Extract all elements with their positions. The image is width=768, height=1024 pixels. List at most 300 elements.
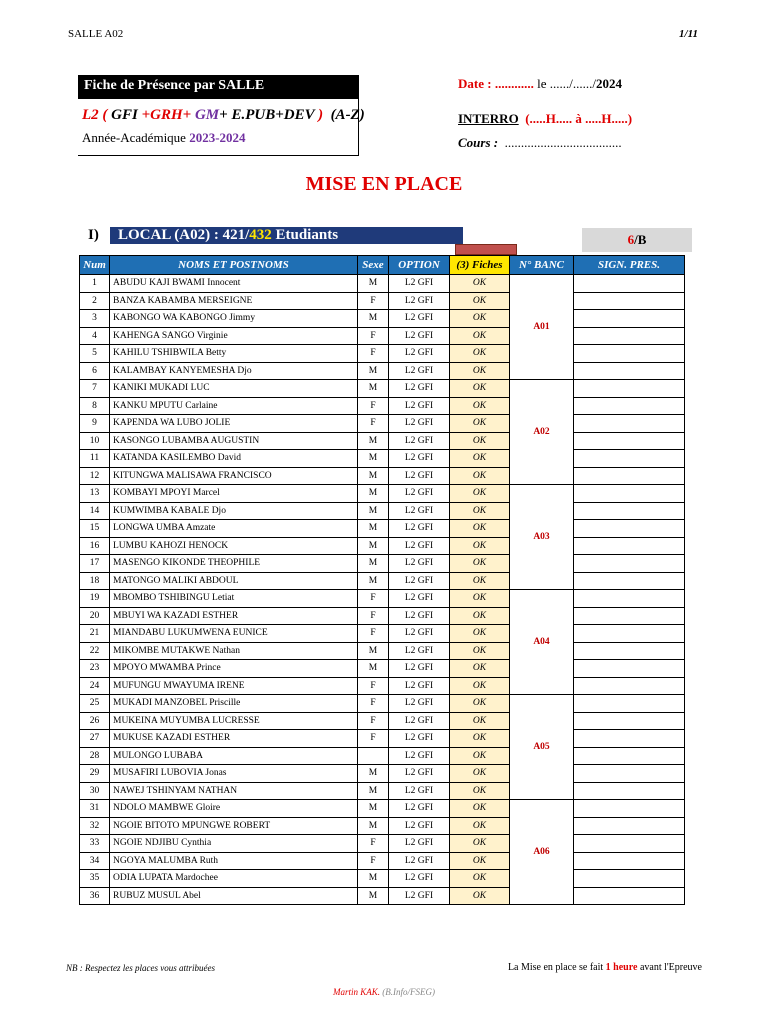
student-sex: F: [358, 397, 389, 415]
student-sex: M: [358, 800, 389, 818]
fiche-status: OK: [450, 660, 510, 678]
student-sex: M: [358, 520, 389, 538]
table-header-row: [80, 256, 685, 275]
student-name: MBUYI WA KAZADI ESTHER: [110, 607, 358, 625]
signature-cell[interactable]: [574, 800, 685, 818]
student-name: KUMWIMBA KABALE Djo: [110, 502, 358, 520]
row-number: 36: [80, 887, 110, 905]
signature-cell[interactable]: [574, 555, 685, 573]
fiche-status: OK: [450, 870, 510, 888]
table-row: [80, 450, 685, 468]
student-option: L2 GFI: [389, 887, 450, 905]
bench-number: A04: [510, 590, 574, 695]
student-name: KALAMBAY KANYEMESHA Djo: [110, 362, 358, 380]
student-sex: F: [358, 625, 389, 643]
table-row: [80, 870, 685, 888]
signature-cell[interactable]: [574, 677, 685, 695]
fiche-status: OK: [450, 327, 510, 345]
row-number: 6: [80, 362, 110, 380]
student-option: L2 GFI: [389, 275, 450, 293]
fiche-status: OK: [450, 362, 510, 380]
student-option: L2 GFI: [389, 782, 450, 800]
fiche-status: OK: [450, 292, 510, 310]
signature-cell[interactable]: [574, 485, 685, 503]
student-option: L2 GFI: [389, 432, 450, 450]
row-number: 29: [80, 765, 110, 783]
table-row: [80, 765, 685, 783]
table-row: [80, 362, 685, 380]
signature-cell[interactable]: [574, 835, 685, 853]
signature-cell[interactable]: [574, 625, 685, 643]
local-total: 432: [249, 227, 272, 243]
fiche-status: OK: [450, 555, 510, 573]
l2-prefix: L2 (: [82, 107, 112, 123]
bench-number: A01: [510, 275, 574, 380]
student-name: KAHILU TSHIBWILA Betty: [110, 345, 358, 363]
interro-line: [458, 111, 632, 127]
signature-cell[interactable]: [574, 327, 685, 345]
fiche-status: OK: [450, 852, 510, 870]
table-row: [80, 642, 685, 660]
row-number: 21: [80, 625, 110, 643]
student-option: L2 GFI: [389, 800, 450, 818]
student-option: L2 GFI: [389, 485, 450, 503]
table-row: [80, 327, 685, 345]
row-number: 28: [80, 747, 110, 765]
fiche-status: OK: [450, 607, 510, 625]
student-name: MATONGO MALIKI ABDOUL: [110, 572, 358, 590]
row-number: 13: [80, 485, 110, 503]
fiche-status: OK: [450, 625, 510, 643]
student-sex: F: [358, 292, 389, 310]
col-sign: SIGN. PRES.: [574, 256, 685, 275]
student-sex: F: [358, 852, 389, 870]
row-number: 23: [80, 660, 110, 678]
row-number: 18: [80, 572, 110, 590]
student-name: LONGWA UMBA Amzate: [110, 520, 358, 538]
fiche-status: OK: [450, 887, 510, 905]
student-sex: M: [358, 310, 389, 328]
fiche-status: OK: [450, 730, 510, 748]
row-number: 8: [80, 397, 110, 415]
student-option: L2 GFI: [389, 380, 450, 398]
student-sex: M: [358, 275, 389, 293]
row-number: 26: [80, 712, 110, 730]
table-row: [80, 397, 685, 415]
student-option: L2 GFI: [389, 660, 450, 678]
signature-cell[interactable]: [574, 537, 685, 555]
row-number: 22: [80, 642, 110, 660]
row-number: 30: [80, 782, 110, 800]
student-sex: M: [358, 485, 389, 503]
student-sex: M: [358, 572, 389, 590]
signature-cell[interactable]: [574, 870, 685, 888]
table-row: [80, 502, 685, 520]
signature-cell[interactable]: [574, 730, 685, 748]
student-option: L2 GFI: [389, 397, 450, 415]
fiche-status: OK: [450, 835, 510, 853]
date-dots: ............: [494, 76, 534, 91]
student-sex: F: [358, 730, 389, 748]
table-row: [80, 677, 685, 695]
info-box: [78, 75, 365, 156]
table-row: [80, 817, 685, 835]
student-name: NDOLO MAMBWE Gloire: [110, 800, 358, 818]
student-option: L2 GFI: [389, 590, 450, 608]
table-row: [80, 415, 685, 433]
student-name: LUMBU KAHOZI HENOCK: [110, 537, 358, 555]
student-name: MUFUNGU MWAYUMA IRENE: [110, 677, 358, 695]
student-option: L2 GFI: [389, 467, 450, 485]
student-name: KANKU MPUTU Carlaine: [110, 397, 358, 415]
row-number: 35: [80, 870, 110, 888]
table-row: [80, 537, 685, 555]
score-box: [582, 228, 692, 252]
row-number: 25: [80, 695, 110, 713]
bench-number: A05: [510, 695, 574, 800]
signature-cell[interactable]: [574, 345, 685, 363]
academic-year-line: [82, 130, 358, 146]
student-name: KAPENDA WA LUBO JOLIE: [110, 415, 358, 433]
interro-label: INTERRO: [458, 111, 519, 126]
fiche-status: OK: [450, 415, 510, 433]
student-name: MASENGO KIKONDE THEOPHILE: [110, 555, 358, 573]
signature-cell[interactable]: [574, 467, 685, 485]
signature-cell[interactable]: [574, 852, 685, 870]
fiche-status: OK: [450, 747, 510, 765]
date-line: [458, 76, 622, 92]
row-number: 12: [80, 467, 110, 485]
table-row: [80, 292, 685, 310]
student-name: KITUNGWA MALISAWA FRANCISCO: [110, 467, 358, 485]
student-sex: F: [358, 345, 389, 363]
signature-cell[interactable]: [574, 502, 685, 520]
student-name: NGOIE BITOTO MPUNGWE ROBERT: [110, 817, 358, 835]
fiche-status: OK: [450, 520, 510, 538]
student-name: NAWEJ TSHINYAM NATHAN: [110, 782, 358, 800]
sort-order: (A-Z): [330, 107, 365, 123]
row-number: 32: [80, 817, 110, 835]
row-number: 16: [80, 537, 110, 555]
fiche-status: OK: [450, 380, 510, 398]
table-row: [80, 310, 685, 328]
cours-label: Cours :: [458, 135, 499, 150]
fiche-column-cap: [455, 244, 517, 255]
col-sexe: Sexe: [358, 256, 389, 275]
fiche-status: OK: [450, 782, 510, 800]
author-institution: (B.Info/FSEG): [380, 987, 435, 997]
signature-cell[interactable]: [574, 765, 685, 783]
student-option: L2 GFI: [389, 747, 450, 765]
option-grh: +GRH+: [141, 107, 195, 123]
student-option: L2 GFI: [389, 817, 450, 835]
student-sex: M: [358, 362, 389, 380]
col-fiches: (3) Fiches: [450, 256, 510, 275]
student-name: KAHENGA SANGO Virginie: [110, 327, 358, 345]
local-label: LOCAL (A02) : 421/: [118, 227, 250, 243]
row-number: 7: [80, 380, 110, 398]
student-name: MUKEINA MUYUMBA LUCRESSE: [110, 712, 358, 730]
student-option: L2 GFI: [389, 642, 450, 660]
student-name: KATANDA KASILEMBO David: [110, 450, 358, 468]
fiche-status: OK: [450, 467, 510, 485]
table-row: [80, 660, 685, 678]
table-row: [80, 275, 685, 293]
row-number: 3: [80, 310, 110, 328]
row-number: 27: [80, 730, 110, 748]
student-sex: M: [358, 765, 389, 783]
student-sex: M: [358, 782, 389, 800]
signature-cell[interactable]: [574, 520, 685, 538]
student-option: L2 GFI: [389, 345, 450, 363]
student-option: L2 GFI: [389, 870, 450, 888]
student-name: MUSAFIRI LUBOVIA Jonas: [110, 765, 358, 783]
table-row: [80, 782, 685, 800]
student-name: MBOMBO TSHIBINGU Letiat: [110, 590, 358, 608]
option-gm: GM: [194, 107, 220, 123]
student-sex: F: [358, 712, 389, 730]
nb-note: NB : Respectez les places vous attribuées: [66, 963, 215, 973]
student-name: NGOIE NDJIBU Cynthia: [110, 835, 358, 853]
option-rest: + E.PUB+DEV: [219, 107, 315, 123]
mise-en-place-note: [508, 962, 702, 973]
table-row: [80, 520, 685, 538]
mep-post: avant l'Epreuve: [637, 962, 702, 973]
student-option: L2 GFI: [389, 765, 450, 783]
signature-cell[interactable]: [574, 607, 685, 625]
fiche-status: OK: [450, 275, 510, 293]
row-number: 15: [80, 520, 110, 538]
col-noms: NOMS ET POSTNOMS: [110, 256, 358, 275]
row-number: 20: [80, 607, 110, 625]
row-number: 10: [80, 432, 110, 450]
student-option: L2 GFI: [389, 555, 450, 573]
table-row: [80, 432, 685, 450]
date-mid: le ....../....../: [533, 76, 596, 91]
signature-cell[interactable]: [574, 415, 685, 433]
author-name: Martin KAK.: [333, 987, 381, 997]
signature-cell[interactable]: [574, 887, 685, 905]
date-label: Date :: [458, 76, 495, 91]
student-sex: F: [358, 415, 389, 433]
student-option: L2 GFI: [389, 362, 450, 380]
student-option: L2 GFI: [389, 712, 450, 730]
student-option: L2 GFI: [389, 625, 450, 643]
student-sex: F: [358, 695, 389, 713]
main-title: MISE EN PLACE: [305, 173, 463, 195]
fiche-status: OK: [450, 817, 510, 835]
student-sex: M: [358, 817, 389, 835]
fiche-status: OK: [450, 485, 510, 503]
option-gfi: GFI: [111, 107, 142, 123]
student-option: L2 GFI: [389, 292, 450, 310]
student-name: ABUDU KAJI BWAMI Innocent: [110, 275, 358, 293]
class-line: [82, 107, 365, 124]
table-row: [80, 380, 685, 398]
table-row: [80, 555, 685, 573]
student-sex: M: [358, 642, 389, 660]
row-number: 24: [80, 677, 110, 695]
col-num: Num: [80, 256, 110, 275]
row-number: 2: [80, 292, 110, 310]
student-sex: F: [358, 590, 389, 608]
student-name: KOMBAYI MPOYI Marcel: [110, 485, 358, 503]
fiche-status: OK: [450, 502, 510, 520]
mep-bold: 1 heure: [605, 962, 638, 973]
signature-cell[interactable]: [574, 310, 685, 328]
table-row: [80, 485, 685, 503]
row-number: 9: [80, 415, 110, 433]
signature-cell[interactable]: [574, 782, 685, 800]
student-sex: M: [358, 537, 389, 555]
page-header-room: SALLE A02: [68, 28, 124, 40]
fiche-status: OK: [450, 450, 510, 468]
student-name: BANZA KABAMBA MERSEIGNE: [110, 292, 358, 310]
col-option: OPTION: [389, 256, 450, 275]
signature-cell[interactable]: [574, 642, 685, 660]
signature-cell[interactable]: [574, 590, 685, 608]
bench-number: A02: [510, 380, 574, 485]
fiche-status: OK: [450, 397, 510, 415]
table-body: [80, 275, 685, 905]
student-sex: M: [358, 380, 389, 398]
table-row: [80, 835, 685, 853]
row-number: 31: [80, 800, 110, 818]
signature-cell[interactable]: [574, 362, 685, 380]
student-option: L2 GFI: [389, 572, 450, 590]
student-name: MIANDABU LUKUMWENA EUNICE: [110, 625, 358, 643]
student-option: L2 GFI: [389, 310, 450, 328]
table-row: [80, 712, 685, 730]
signature-cell[interactable]: [574, 432, 685, 450]
student-name: MULONGO LUBABA: [110, 747, 358, 765]
signature-cell[interactable]: [574, 660, 685, 678]
row-number: 4: [80, 327, 110, 345]
mep-pre: La Mise en place se fait: [507, 962, 606, 973]
student-option: L2 GFI: [389, 730, 450, 748]
fiche-status: OK: [450, 590, 510, 608]
student-name: NGOYA MALUMBA Ruth: [110, 852, 358, 870]
signature-cell[interactable]: [574, 695, 685, 713]
row-number: 34: [80, 852, 110, 870]
fiche-status: OK: [450, 537, 510, 555]
student-option: L2 GFI: [389, 677, 450, 695]
signature-cell[interactable]: [574, 292, 685, 310]
student-option: L2 GFI: [389, 695, 450, 713]
student-option: L2 GFI: [389, 415, 450, 433]
cours-line: [458, 135, 622, 151]
student-option: L2 GFI: [389, 502, 450, 520]
fiche-status: OK: [450, 432, 510, 450]
student-sex: M: [358, 432, 389, 450]
table-row: [80, 590, 685, 608]
fiche-status: OK: [450, 345, 510, 363]
student-sex: M: [358, 502, 389, 520]
student-sex: [358, 747, 389, 765]
student-sex: F: [358, 835, 389, 853]
date-year: 2024: [595, 76, 622, 91]
fiche-status: OK: [450, 712, 510, 730]
student-sex: M: [358, 870, 389, 888]
cours-dots: ....................................: [504, 135, 622, 150]
year-value: 2023-2024: [189, 130, 246, 145]
col-banc: N° BANC: [510, 256, 574, 275]
fiche-status: OK: [450, 695, 510, 713]
box-title: Fiche de Présence par SALLE: [78, 75, 358, 99]
student-name: MIKOMBE MUTAKWE Nathan: [110, 642, 358, 660]
row-number: 5: [80, 345, 110, 363]
student-option: L2 GFI: [389, 852, 450, 870]
signature-cell[interactable]: [574, 817, 685, 835]
signature-cell[interactable]: [574, 712, 685, 730]
table-row: [80, 695, 685, 713]
row-number: 1: [80, 275, 110, 293]
fiche-status: OK: [450, 572, 510, 590]
row-number: 19: [80, 590, 110, 608]
row-number: 33: [80, 835, 110, 853]
year-label: Année-Académique: [82, 130, 190, 145]
table-row: [80, 887, 685, 905]
signature-cell[interactable]: [574, 450, 685, 468]
signature-cell[interactable]: [574, 380, 685, 398]
attendance-table: [79, 255, 685, 905]
fiche-status: OK: [450, 765, 510, 783]
fiche-status: OK: [450, 677, 510, 695]
student-name: MPOYO MWAMBA Prince: [110, 660, 358, 678]
student-sex: M: [358, 887, 389, 905]
fiche-status: OK: [450, 642, 510, 660]
row-number: 14: [80, 502, 110, 520]
signature-line: [0, 987, 768, 997]
bench-number: A06: [510, 800, 574, 905]
bench-number: A03: [510, 485, 574, 590]
fiche-status: OK: [450, 800, 510, 818]
student-option: L2 GFI: [389, 835, 450, 853]
student-name: MUKADI MANZOBEL Priscille: [110, 695, 358, 713]
table-row: [80, 800, 685, 818]
signature-cell[interactable]: [574, 275, 685, 293]
student-option: L2 GFI: [389, 520, 450, 538]
score-suffix: /B: [634, 232, 647, 247]
signature-cell[interactable]: [574, 572, 685, 590]
l2-close: ): [314, 107, 324, 123]
student-sex: M: [358, 467, 389, 485]
row-number: 17: [80, 555, 110, 573]
row-number: 11: [80, 450, 110, 468]
student-sex: F: [358, 607, 389, 625]
local-suffix: Etudiants: [271, 227, 339, 243]
signature-cell[interactable]: [574, 397, 685, 415]
student-name: KANIKI MUKADI LUC: [110, 380, 358, 398]
score-number: 6: [627, 232, 635, 247]
student-name: KABONGO WA KABONGO Jimmy: [110, 310, 358, 328]
table-row: [80, 852, 685, 870]
table-row: [80, 345, 685, 363]
section-number: I): [88, 227, 99, 243]
table-row: [80, 607, 685, 625]
student-option: L2 GFI: [389, 537, 450, 555]
student-name: RUBUZ MUSUL Abel: [110, 887, 358, 905]
interro-time: (.....H..... à .....H.....): [525, 111, 633, 126]
student-sex: F: [358, 327, 389, 345]
signature-cell[interactable]: [574, 747, 685, 765]
student-sex: F: [358, 677, 389, 695]
local-bar: [110, 227, 463, 244]
student-name: ODIA LUPATA Mardochee: [110, 870, 358, 888]
student-name: KASONGO LUBAMBA AUGUSTIN: [110, 432, 358, 450]
student-sex: M: [358, 660, 389, 678]
table-row: [80, 625, 685, 643]
